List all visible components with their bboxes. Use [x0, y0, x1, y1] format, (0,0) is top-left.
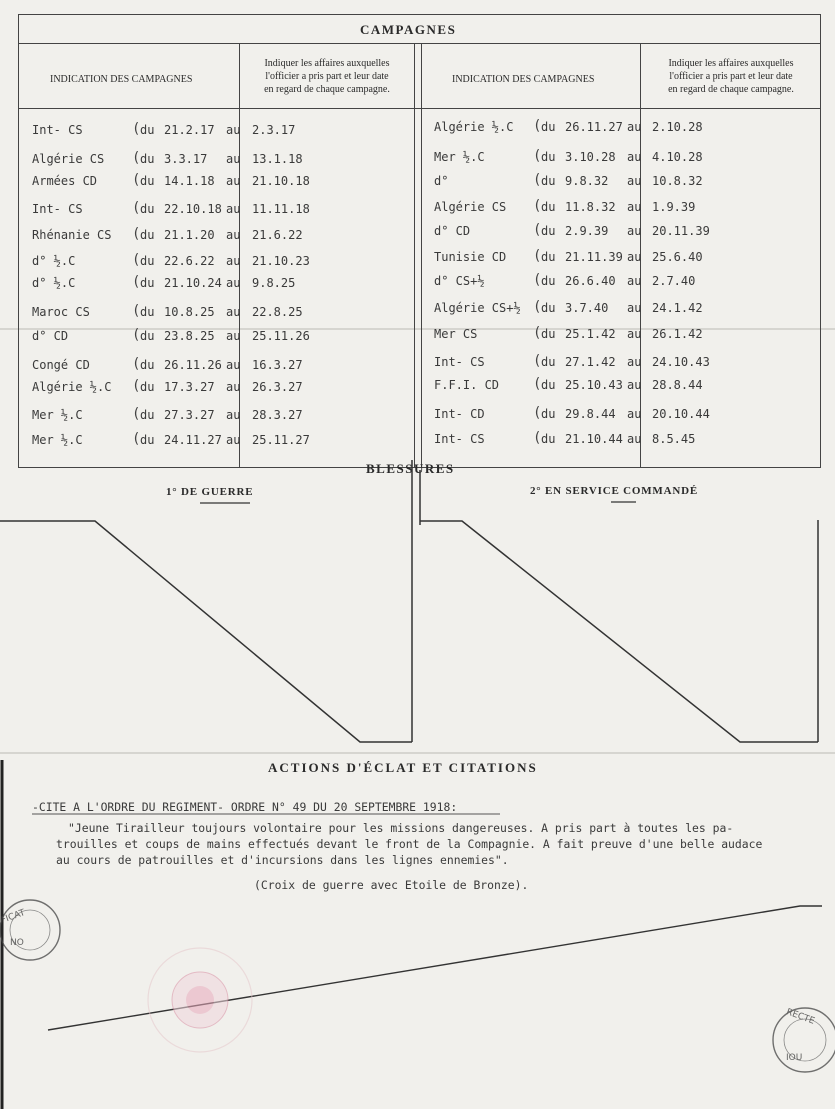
header-line: en regard de chaque campagne. [264, 84, 390, 95]
brace-mark: ( [132, 226, 141, 242]
citation-strike-line [48, 906, 822, 1030]
to-label: au [627, 174, 642, 188]
campaign-name: Armées CD [32, 174, 98, 188]
campaign-name: Mer ½.C [434, 150, 485, 164]
to-label: au [627, 378, 642, 392]
to-label: au [627, 355, 642, 369]
to-label: au [226, 202, 241, 216]
to-label: au [226, 254, 241, 268]
header-line: Indiquer les affaires auxquelles [668, 58, 794, 69]
right-col1-header: INDICATION DES CAMPAGNES [452, 74, 595, 85]
brace-mark: ( [132, 327, 141, 343]
red-seal [148, 948, 252, 1052]
to-label: au [226, 228, 241, 242]
brace-mark: ( [132, 303, 141, 319]
to-date: 4.10.28 [652, 150, 703, 164]
campaign-name: Int- CS [32, 202, 83, 216]
from-label: du [140, 254, 155, 268]
from-date: 26.6.40 [565, 274, 616, 288]
to-date: 21.10.23 [252, 254, 310, 268]
from-date: 21.2.17 [164, 123, 215, 137]
campaign-name: d° CS+½ [434, 274, 485, 288]
to-label: au [627, 250, 642, 264]
to-label: au [627, 301, 642, 315]
from-date: 29.8.44 [565, 407, 616, 421]
campaign-name: d° ½.C [32, 276, 76, 290]
to-date: 25.6.40 [652, 250, 703, 264]
citation-text [56, 820, 818, 868]
to-label: au [226, 408, 241, 422]
from-label: du [541, 378, 556, 392]
from-label: du [140, 329, 155, 343]
to-date: 13.1.18 [252, 152, 303, 166]
header-line: l'officier a pris part et leur date [669, 71, 793, 82]
campaign-name: Algérie CS [434, 200, 507, 214]
campaign-name: F.F.I. CD [434, 378, 500, 392]
brace-mark: ( [132, 431, 141, 447]
from-label: du [541, 150, 556, 164]
from-label: du [541, 327, 556, 341]
campaign-name: Maroc CS [32, 305, 90, 319]
from-label: du [140, 174, 155, 188]
from-label: du [140, 358, 155, 372]
to-date: 25.11.27 [252, 433, 310, 447]
from-date: 9.8.32 [565, 174, 609, 188]
to-label: au [226, 276, 241, 290]
from-date: 11.8.32 [565, 200, 616, 214]
to-date: 26.1.42 [652, 327, 703, 341]
campaign-name: d° ½.C [32, 254, 76, 268]
from-label: du [541, 200, 556, 214]
campaign-name: Int- CD [434, 407, 485, 421]
to-label: au [226, 380, 241, 394]
to-date: 24.10.43 [652, 355, 710, 369]
from-date: 27.1.42 [565, 355, 616, 369]
from-date: 14.1.18 [164, 174, 215, 188]
from-label: du [541, 274, 556, 288]
from-label: du [541, 174, 556, 188]
from-date: 17.3.27 [164, 380, 215, 394]
campaign-name: Algérie ½.C [32, 380, 112, 394]
svg-text:RECTE: RECTE [784, 1007, 816, 1027]
from-label: du [541, 250, 556, 264]
brace-mark: ( [533, 118, 542, 134]
to-label: au [226, 305, 241, 319]
to-label: au [226, 174, 241, 188]
stamp-right [773, 1007, 835, 1072]
from-date: 3.7.40 [565, 301, 609, 315]
from-label: du [541, 224, 556, 238]
guerre-strike-line [0, 521, 412, 742]
to-date: 21.6.22 [252, 228, 303, 242]
brace-mark: ( [533, 272, 542, 288]
from-label: du [541, 355, 556, 369]
from-date: 25.10.43 [565, 378, 623, 392]
from-label: du [140, 305, 155, 319]
campaign-name: d° [434, 174, 449, 188]
brace-mark: ( [132, 121, 141, 137]
brace-mark: ( [533, 172, 542, 188]
from-date: 26.11.27 [565, 120, 623, 134]
from-label: du [140, 408, 155, 422]
to-date: 20.11.39 [652, 224, 710, 238]
campaign-name: Algérie CS+½ [434, 301, 521, 315]
header-line: Indiquer les affaires auxquelles [264, 58, 390, 69]
to-label: au [627, 224, 642, 238]
from-date: 21.1.20 [164, 228, 215, 242]
from-date: 3.3.17 [164, 152, 208, 166]
brace-mark: ( [533, 430, 542, 446]
from-date: 2.9.39 [565, 224, 609, 238]
from-date: 10.8.25 [164, 305, 215, 319]
brace-mark: ( [533, 148, 542, 164]
stamp-left [0, 900, 60, 960]
svg-text:IOU: IOU [786, 1053, 803, 1063]
campaign-name: Mer ½.C [32, 433, 83, 447]
from-label: du [541, 407, 556, 421]
brace-mark: ( [533, 198, 542, 214]
citation-line: au cours de patrouilles et d'incursions dans les lignes ennemies". [56, 853, 509, 867]
to-date: 21.10.18 [252, 174, 310, 188]
campaign-name: Int- CS [32, 123, 83, 137]
campaign-name: Algérie CS [32, 152, 105, 166]
header-line: l'officier a pris part et leur date [265, 71, 389, 82]
from-label: du [541, 432, 556, 446]
from-date: 22.10.18 [164, 202, 222, 216]
service-subheading: 2° EN SERVICE COMMANDÉ [530, 485, 698, 497]
to-label: au [627, 200, 642, 214]
from-date: 26.11.26 [164, 358, 222, 372]
campaign-name: Mer ½.C [32, 408, 83, 422]
actions-heading: ACTIONS D'ÉCLAT ET CITATIONS [268, 760, 538, 775]
to-date: 25.11.26 [252, 329, 310, 343]
header-line: en regard de chaque campagne. [668, 84, 794, 95]
svg-text:NO: NO [10, 938, 24, 948]
brace-mark: ( [132, 252, 141, 268]
brace-mark: ( [132, 150, 141, 166]
brace-mark: ( [533, 299, 542, 315]
campaign-name: Congé CD [32, 358, 90, 372]
from-date: 24.11.27 [164, 433, 222, 447]
from-label: du [140, 123, 155, 137]
from-label: du [140, 276, 155, 290]
to-date: 2.3.17 [252, 123, 296, 137]
from-date: 21.10.24 [164, 276, 222, 290]
brace-mark: ( [533, 222, 542, 238]
to-label: au [226, 152, 241, 166]
from-label: du [140, 433, 155, 447]
to-date: 8.5.45 [652, 432, 696, 446]
to-label: au [226, 433, 241, 447]
brace-mark: ( [533, 325, 542, 341]
to-label: au [226, 123, 241, 137]
to-date: 2.10.28 [652, 120, 703, 134]
to-label: au [226, 329, 241, 343]
campaign-name: Rhénanie CS [32, 228, 112, 242]
to-date: 1.9.39 [652, 200, 696, 214]
to-date: 28.3.27 [252, 408, 303, 422]
brace-mark: ( [533, 405, 542, 421]
from-label: du [140, 380, 155, 394]
from-date: 3.10.28 [565, 150, 616, 164]
from-date: 23.8.25 [164, 329, 215, 343]
brace-mark: ( [132, 406, 141, 422]
brace-mark: ( [132, 172, 141, 188]
to-date: 20.10.44 [652, 407, 710, 421]
to-date: 10.8.32 [652, 174, 703, 188]
to-label: au [627, 432, 642, 446]
from-date: 21.11.39 [565, 250, 623, 264]
campaign-name: Tunisie CD [434, 250, 507, 264]
to-date: 28.8.44 [652, 378, 703, 392]
to-label: au [627, 327, 642, 341]
from-label: du [541, 120, 556, 134]
campaign-name: d° CD [434, 224, 471, 238]
from-date: 27.3.27 [164, 408, 215, 422]
brace-mark: ( [533, 376, 542, 392]
campaign-name: Algérie ½.C [434, 120, 514, 134]
service-strike-line [420, 521, 818, 742]
to-label: au [627, 150, 642, 164]
brace-mark: ( [533, 353, 542, 369]
to-date: 16.3.27 [252, 358, 303, 372]
campagnes-heading: CAMPAGNES [360, 22, 457, 37]
guerre-subheading: 1° DE GUERRE [166, 486, 254, 498]
to-date: 2.7.40 [652, 274, 696, 288]
to-date: 11.11.18 [252, 202, 310, 216]
to-label: au [226, 358, 241, 372]
from-label: du [541, 301, 556, 315]
citation-line: "Jeune Tirailleur toujours volontaire pour les missions dangereuses. A pris part à toutes les pa- [68, 821, 734, 835]
from-date: 22.6.22 [164, 254, 215, 268]
from-date: 25.1.42 [565, 327, 616, 341]
citation-decoration: (Croix de guerre avec Etoile de Bronze). [254, 878, 529, 892]
brace-mark: ( [132, 356, 141, 372]
to-date: 22.8.25 [252, 305, 303, 319]
to-date: 26.3.27 [252, 380, 303, 394]
from-label: du [140, 228, 155, 242]
blessures-heading: BLESSURES [366, 461, 455, 476]
to-date: 9.8.25 [252, 276, 296, 290]
brace-mark: ( [132, 200, 141, 216]
to-label: au [627, 120, 642, 134]
from-date: 21.10.44 [565, 432, 623, 446]
brace-mark: ( [132, 378, 141, 394]
from-label: du [140, 152, 155, 166]
brace-mark: ( [533, 248, 542, 264]
from-label: du [140, 202, 155, 216]
campaign-name: Mer CS [434, 327, 478, 341]
svg-text:FICAT: FICAT [0, 908, 27, 926]
campaign-name: d° CD [32, 329, 69, 343]
brace-mark: ( [132, 274, 141, 290]
campaign-name: Int- CS [434, 355, 485, 369]
citation-line: trouilles et coups de mains effectués devant le front de la Compagnie. A fait preuve d'une belle audace [56, 837, 763, 851]
to-label: au [627, 274, 642, 288]
to-date: 24.1.42 [652, 301, 703, 315]
citation-heading: -CITE A L'ORDRE DU REGIMENT- ORDRE N° 49 DU 20 SEPTEMBRE 1918: [32, 800, 458, 814]
campaign-name: Int- CS [434, 432, 485, 446]
to-label: au [627, 407, 642, 421]
left-col1-header: INDICATION DES CAMPAGNES [50, 74, 193, 85]
